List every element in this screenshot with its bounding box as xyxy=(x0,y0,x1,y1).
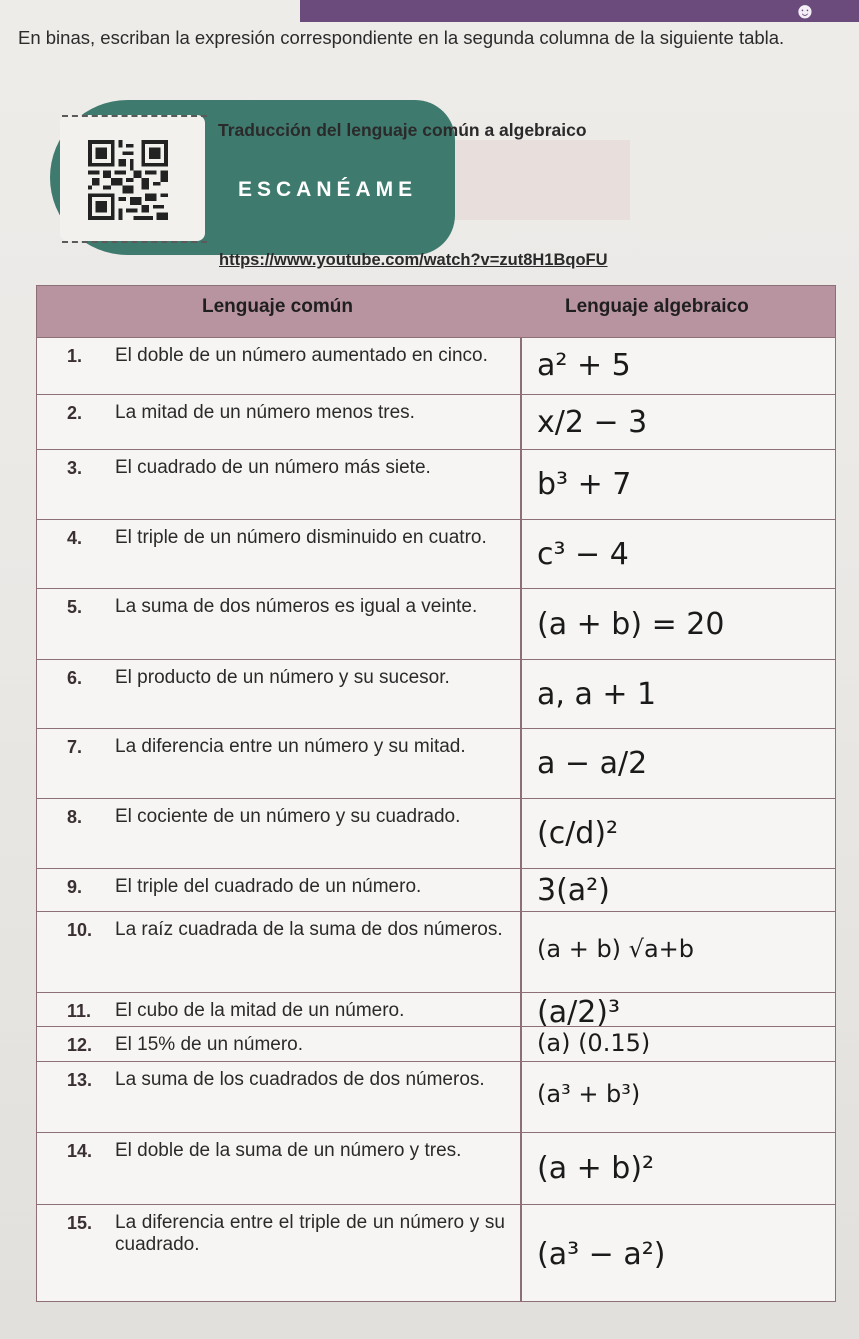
row-algebraic-answer[interactable]: (a + b) = 20 xyxy=(537,606,725,642)
row-common-language-text: La diferencia entre un número y su mitad. xyxy=(115,736,466,757)
row-algebraic-answer[interactable]: b³ + 7 xyxy=(537,467,632,502)
row-algebraic-answer[interactable]: a, a + 1 xyxy=(537,676,657,712)
top-color-band xyxy=(300,0,859,22)
row-algebraic-answer[interactable]: a − a/2 xyxy=(537,746,648,781)
row-common-language-text: El cociente de un número y su cuadrado. xyxy=(115,806,461,827)
row-common-language-text: La suma de los cuadrados de dos números. xyxy=(115,1069,485,1090)
table-row xyxy=(37,1026,835,1061)
row-number: 9. xyxy=(67,877,83,897)
instructions-text: En binas, escriban la expresión correspondiente en la segunda columna de la siguiente tabla. xyxy=(18,27,785,48)
row-common-language-text: El cubo de la mitad de un número. xyxy=(115,1000,405,1021)
row-algebraic-answer[interactable]: (a³ − a²) xyxy=(537,1236,666,1272)
row-number: 5. xyxy=(67,597,83,617)
row-common-language-text: La diferencia entre el triple de un número y su cuadrado. xyxy=(115,1212,505,1255)
row-algebraic-answer[interactable]: (c/d)² xyxy=(537,816,619,851)
table-row xyxy=(37,1061,835,1132)
row-common-language-text: El triple de un número disminuido en cuatro. xyxy=(115,527,487,548)
row-number: 12. xyxy=(67,1035,93,1055)
table-row xyxy=(37,519,835,588)
row-number: 3. xyxy=(67,458,83,478)
table-row xyxy=(37,728,835,798)
translation-table xyxy=(36,285,836,1302)
qr-code-icon[interactable] xyxy=(86,140,170,220)
table-row xyxy=(37,798,835,868)
banner-shadow xyxy=(440,140,630,220)
row-common-language-text: La suma de dos números es igual a veinte. xyxy=(115,596,478,617)
row-number: 1. xyxy=(67,346,83,366)
row-common-language-text: El cuadrado de un número más siete. xyxy=(115,457,431,478)
row-number: 2. xyxy=(67,403,83,423)
row-number: 15. xyxy=(67,1213,93,1233)
row-common-language-text: El doble de un número aumentado en cinco. xyxy=(115,345,488,366)
header-common-language: Lenguaje común xyxy=(202,296,353,317)
table-row xyxy=(37,992,835,1030)
table-row xyxy=(37,449,835,519)
people-icon: ☻ xyxy=(793,0,817,23)
row-algebraic-answer[interactable]: (a) (0.15) xyxy=(537,1029,651,1057)
table-row xyxy=(37,1132,835,1204)
row-common-language-text: El 15% de un número. xyxy=(115,1034,304,1055)
row-number: 14. xyxy=(67,1141,93,1161)
row-common-language-text: La mitad de un número menos tres. xyxy=(115,402,415,423)
row-common-language-text: El producto de un número y su sucesor. xyxy=(115,667,450,688)
row-common-language-text: El triple del cuadrado de un número. xyxy=(115,876,422,897)
table-header xyxy=(37,286,835,338)
row-common-language-text: El doble de la suma de un número y tres. xyxy=(115,1140,462,1161)
table-row xyxy=(37,659,835,728)
video-title: Traducción del lenguaje común a algebraico xyxy=(218,120,587,140)
table-row xyxy=(37,1204,835,1303)
table-row xyxy=(37,911,835,992)
header-algebraic-language: Lenguaje algebraico xyxy=(565,296,749,317)
table-row xyxy=(37,588,835,659)
table-row xyxy=(37,338,835,394)
row-number: 13. xyxy=(67,1070,93,1090)
video-url-link[interactable]: https://www.youtube.com/watch?v=zut8H1BqoFU xyxy=(219,251,608,269)
table-row xyxy=(37,868,835,911)
row-algebraic-answer[interactable]: (a³ + b³) xyxy=(537,1079,641,1108)
row-algebraic-answer[interactable]: (a + b)² xyxy=(537,1151,655,1186)
row-algebraic-answer[interactable]: c³ − 4 xyxy=(537,536,629,572)
row-number: 4. xyxy=(67,528,83,548)
row-algebraic-answer[interactable]: (a/2)³ xyxy=(537,995,621,1030)
row-number: 6. xyxy=(67,668,83,688)
row-number: 7. xyxy=(67,737,83,757)
row-algebraic-answer[interactable]: (a + b) √a+b xyxy=(537,934,695,963)
row-number: 8. xyxy=(67,807,83,827)
row-common-language-text: La raíz cuadrada de la suma de dos números. xyxy=(115,919,503,940)
row-number: 10. xyxy=(67,920,93,940)
row-algebraic-answer[interactable]: x/2 − 3 xyxy=(537,404,648,440)
scan-me-label: ESCANÉAME xyxy=(238,178,418,201)
row-algebraic-answer[interactable]: a² + 5 xyxy=(537,348,631,383)
row-algebraic-answer[interactable]: 3(a²) xyxy=(537,872,610,908)
table-row xyxy=(37,394,835,449)
row-number: 11. xyxy=(67,1001,92,1021)
